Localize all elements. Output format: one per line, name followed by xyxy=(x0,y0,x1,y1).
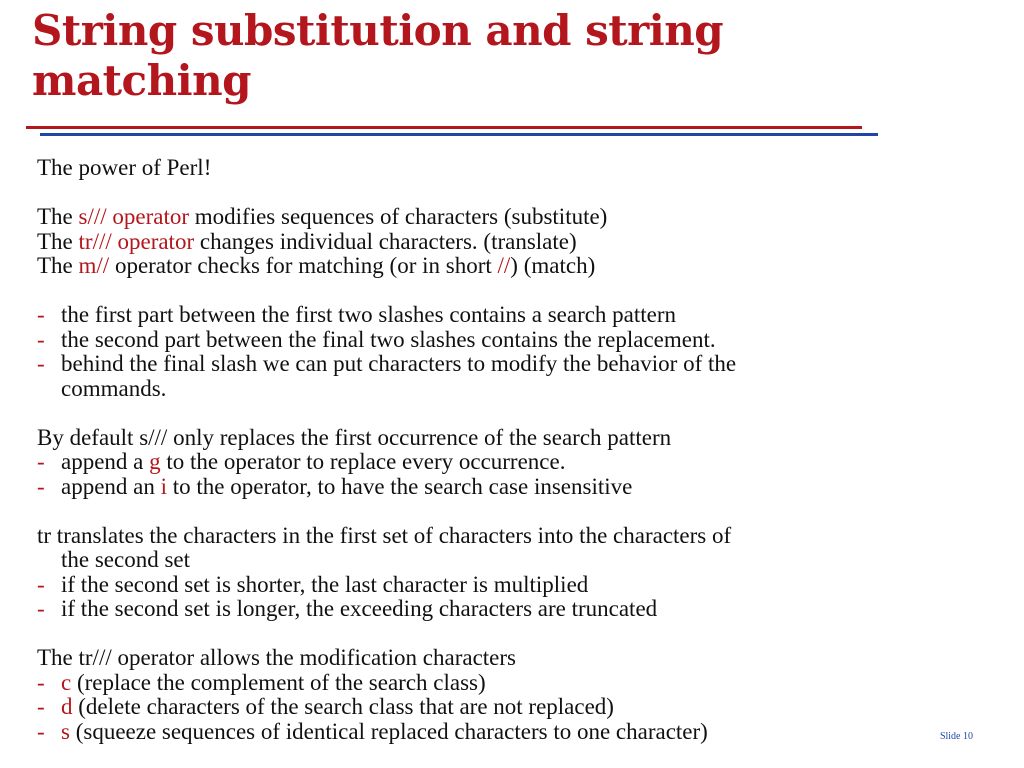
list-item: - append an i to the operator, to have the search case insensitive xyxy=(37,473,633,499)
modifier-flag: s xyxy=(61,718,70,744)
bullet-dash: - xyxy=(37,449,45,474)
slide-title-line-1: String substitution and string xyxy=(32,6,724,55)
operator-short-form: // xyxy=(497,253,511,278)
slide-number-value: 10 xyxy=(963,731,973,742)
modifier-flag: d xyxy=(61,694,73,719)
slide-title-line-2: matching xyxy=(32,56,252,105)
list-item: - behind the final slash we can put characters to modify the behavior of the xyxy=(37,351,737,376)
operator-name: tr/// operator xyxy=(78,228,195,254)
bullet-dash: - xyxy=(37,694,45,719)
list-item: - if the second set is longer, the exceeding characters are truncated xyxy=(37,596,658,621)
operator-line-translate: The tr/// operator changes individual characters. (translate) xyxy=(37,228,577,254)
list-item: - c (replace the complement of the search class) xyxy=(37,669,486,695)
list-item: - the second part between the final two slashes contains the replacement. xyxy=(37,326,716,352)
list-item: - the first part between the first two slashes contains a search pattern xyxy=(37,302,677,327)
slide-title xyxy=(32,6,912,106)
list-item: - d (delete characters of the search class that are not replaced) xyxy=(37,694,614,719)
bullet-dash: - xyxy=(37,302,45,327)
tr-description: tr translates the characters in the first set of characters into the characters of xyxy=(37,522,732,548)
operator-name: m// xyxy=(78,253,110,278)
tr-description-continuation: the second set xyxy=(61,547,191,572)
slide-body xyxy=(37,156,937,744)
bullet-dash: - xyxy=(37,326,45,352)
bullet-dash: - xyxy=(37,669,45,695)
bullet-dash: - xyxy=(37,596,45,621)
list-item: - s (squeeze sequences of identical replaced characters to one character) xyxy=(37,718,708,744)
intro-text: The power of Perl! xyxy=(37,155,212,180)
modifier-flag: g xyxy=(149,449,161,474)
operator-line-match: The m// operator checks for matching (or in short //) (match) xyxy=(37,253,596,278)
title-underline-red xyxy=(26,126,862,129)
bullet-dash: - xyxy=(37,571,45,597)
list-item-continuation: commands. xyxy=(61,375,167,401)
slide-number xyxy=(940,731,973,742)
bullet-dash: - xyxy=(37,351,45,376)
bullet-dash: - xyxy=(37,718,45,744)
operator-name: s/// operator xyxy=(78,204,190,229)
modifier-flag: c xyxy=(61,669,72,695)
slide-number-label: Slide xyxy=(939,731,961,742)
tr-modifiers-heading: The tr/// operator allows the modification characters xyxy=(37,645,516,670)
title-underline-blue xyxy=(40,133,878,136)
modifier-flag: i xyxy=(160,473,168,499)
list-item: - append a g to the operator to replace every occurrence. xyxy=(37,449,566,474)
bullet-dash: - xyxy=(37,473,45,499)
list-item: - if the second set is shorter, the last character is multiplied xyxy=(37,571,589,597)
operator-line-substitute: The s/// operator modifies sequences of characters (substitute) xyxy=(37,204,608,229)
default-behavior-text: By default s/// only replaces the first occurrence of the search pattern xyxy=(37,424,672,450)
